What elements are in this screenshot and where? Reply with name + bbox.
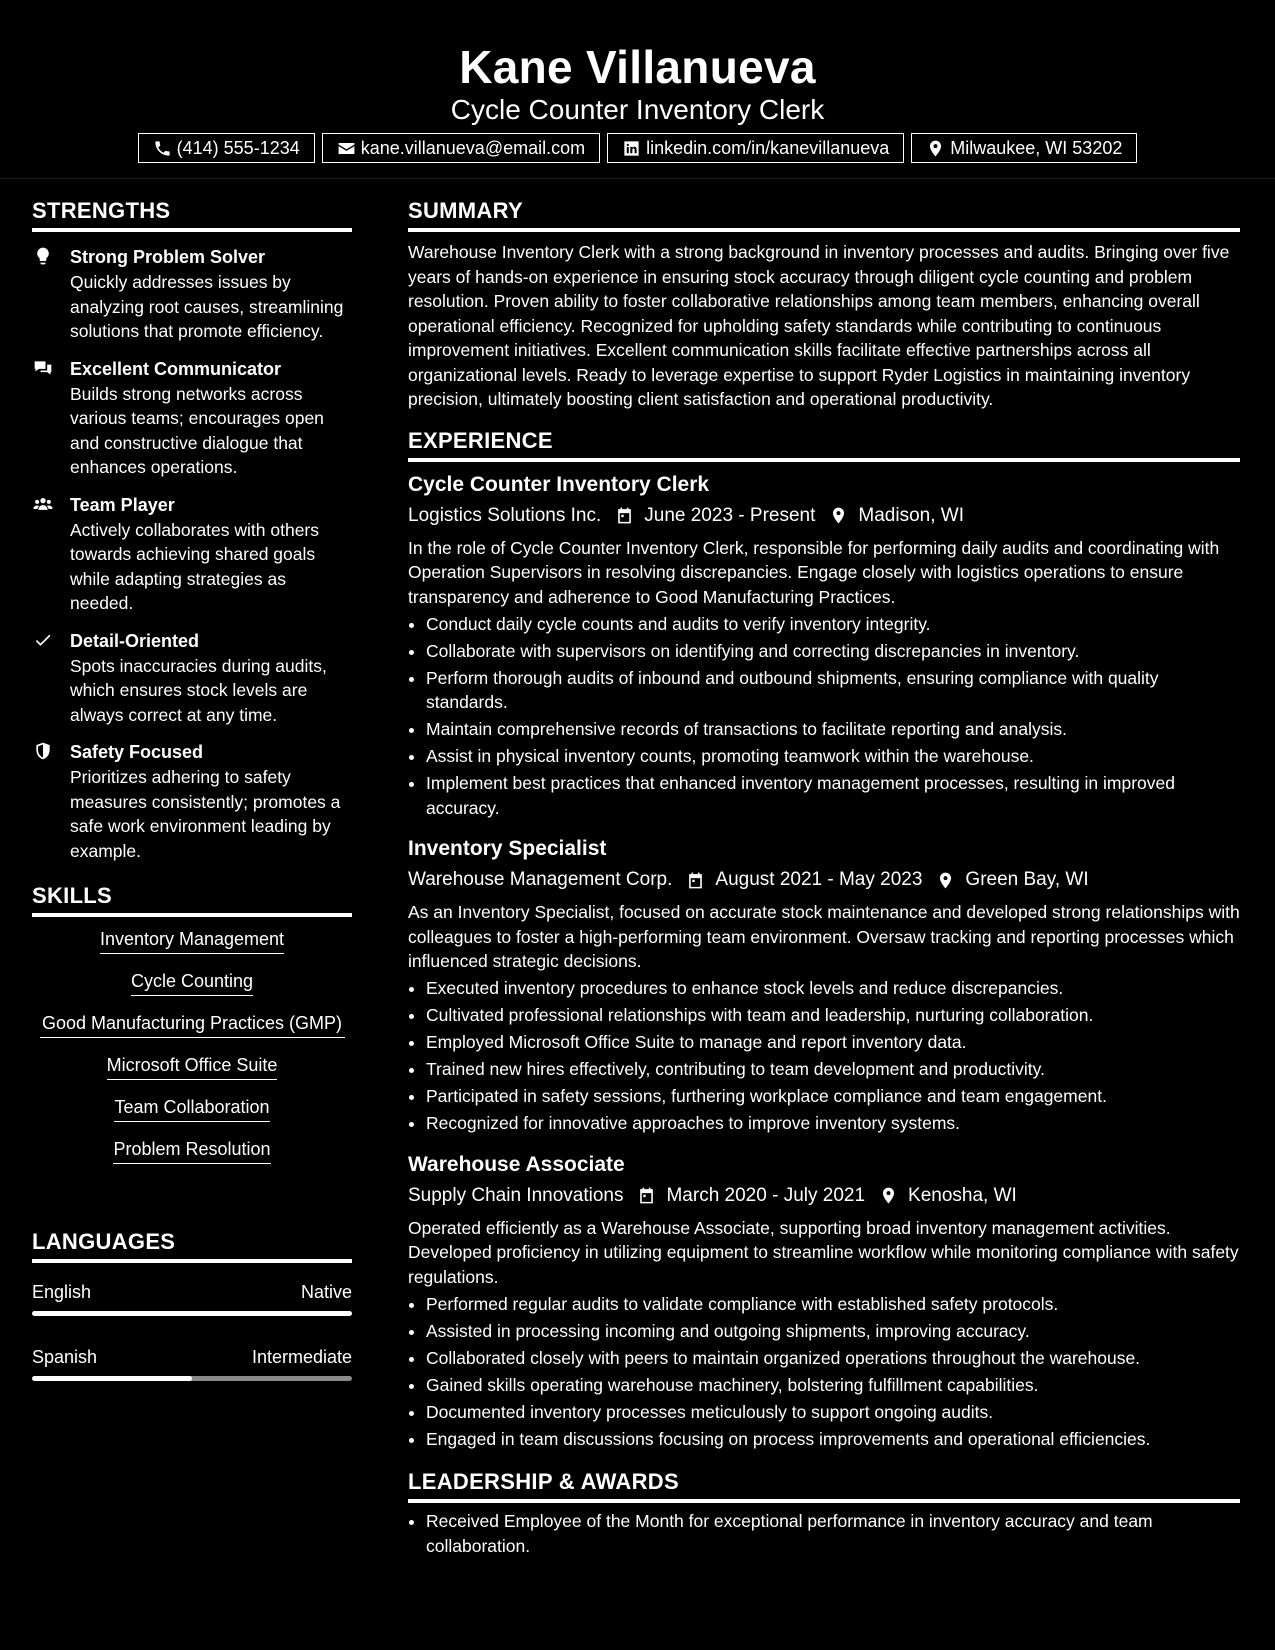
- users-icon: [32, 493, 54, 515]
- strength-item: [32, 628, 352, 728]
- job-bullet: • Performed regular audits to validate compliance with established safety protocols.: [426, 1292, 1240, 1317]
- strength-item: [32, 492, 352, 616]
- left-column: [32, 196, 352, 1381]
- linkedin-icon: [622, 139, 641, 158]
- skill-tag: Problem Resolution: [113, 1137, 270, 1164]
- strength-title: Team Player: [70, 494, 175, 515]
- award-item: • Received Employee of the Month for exceptional performance in inventory accuracy and team collaboration.: [426, 1509, 1240, 1558]
- job-bullets: [408, 1292, 1240, 1452]
- job-bullets: [408, 976, 1240, 1136]
- candidate-name: Kane Villanueva: [459, 41, 816, 93]
- skill-tag: Team Collaboration: [114, 1095, 269, 1122]
- strength-title: Safety Focused: [70, 742, 204, 762]
- job-location: Madison, WI: [858, 504, 964, 526]
- calendar-icon: [637, 1186, 656, 1205]
- map-pin-icon: [829, 506, 848, 525]
- strength-description: Quickly addresses issues by analyzing root causes, streamlining solutions that promote efficiency.: [70, 272, 344, 341]
- experience-section: [408, 426, 1240, 1452]
- job-bullets: [408, 612, 1240, 821]
- job-title: Cycle Counter Inventory Clerk: [408, 472, 710, 496]
- job-bullet: • Recognized for innovative approaches to improve inventory systems.: [426, 1111, 1240, 1136]
- contact-location[interactable]: [911, 133, 1137, 163]
- job-bullet: • Participated in safety sessions, furthering workplace compliance and team engagement.: [426, 1084, 1240, 1109]
- job-meta: [408, 866, 1240, 894]
- strength-description: Builds strong networks across various teams; encourages open and constructive dialogue that enhances operations.: [70, 383, 324, 477]
- languages-section: [32, 1227, 352, 1381]
- job-meta: [408, 502, 1240, 530]
- language-level: Native: [300, 1282, 352, 1302]
- languages-heading: LANGUAGES: [32, 1227, 352, 1263]
- language-proficiency-bar: [32, 1376, 352, 1381]
- job-dates: August 2021 - May 2023: [715, 869, 923, 890]
- job-entry: [408, 470, 1240, 821]
- job-location: Kenosha, WI: [908, 1184, 1017, 1206]
- job-bullet: • Collaborate with supervisors on identifying and correcting discrepancies in inventory.: [426, 639, 1240, 664]
- strength-description: Spots inaccuracies during audits, which ensures stock levels are always correct at any time.: [70, 655, 327, 725]
- skills-section: [32, 881, 352, 1179]
- language-proficiency-fill: [32, 1311, 352, 1316]
- job-bullet: • Trained new hires effectively, contributing to team development and productivity.: [426, 1057, 1240, 1082]
- skill-tag: Cycle Counting: [131, 969, 253, 996]
- strength-title: Excellent Communicator: [70, 358, 282, 379]
- job-location: Green Bay, WI: [965, 869, 1089, 890]
- strength-item: [32, 244, 352, 344]
- contact-email[interactable]: [322, 133, 600, 163]
- job-bullet: • Assisted in processing incoming and outgoing shipments, improving accuracy.: [426, 1319, 1240, 1344]
- language-proficiency-bar: [32, 1311, 352, 1316]
- job-title: Warehouse Associate: [408, 1152, 625, 1176]
- job-bullet: • Documented inventory processes meticulously to support ongoing audits.: [426, 1400, 1240, 1425]
- job-bullet: • Perform thorough audits of inbound and outbound shipments, ensuring compliance with quality standards.: [426, 666, 1240, 715]
- language-item: [32, 1344, 352, 1381]
- job-company: Supply Chain Innovations: [408, 1184, 624, 1206]
- job-bullet: • Engaged in team discussions focusing on process improvements and operational efficiencies.: [426, 1427, 1240, 1452]
- contact-email-text: kane.villanueva@email.com: [360, 137, 586, 158]
- contact-linkedin[interactable]: [607, 133, 904, 163]
- job-dates: June 2023 - Present: [644, 504, 816, 526]
- job-title: Inventory Specialist: [408, 837, 607, 860]
- job-description: As an Inventory Specialist, focused on accurate stock maintenance and developed strong relationships with colleagues to foster a high-performing team environment. Oversaw tracking and reporting processes which influenced strategic decisions.: [408, 902, 1240, 971]
- summary-heading: SUMMARY: [408, 196, 1240, 232]
- strengths-heading: STRENGTHS: [32, 196, 352, 232]
- strengths-list: [32, 244, 352, 863]
- envelope-icon: [337, 139, 356, 158]
- calendar-icon: [686, 871, 705, 890]
- candidate-role: Cycle Counter Inventory Clerk: [450, 94, 825, 125]
- summary-text: Warehouse Inventory Clerk with a strong background in inventory processes and audits. Bringing over five years of hands-on experience in ensuring stock accuracy through diligent cycle counting and problem resolution. Proven ability to foster collaborative relationships among team members, enhancing overall operational efficiency. Recognized for upholding safety standards while contributing to continuous improvement initiatives. Excellent communication skills facilitate effective partnerships across all organizational levels. Ready to leverage expertise to support Ryder Logistics in maintaining inventory precision, ultimately boosting client satisfaction and operational productivity.: [408, 242, 1230, 409]
- language-name: English: [32, 1282, 92, 1302]
- language-item: [32, 1279, 352, 1316]
- contact-bar: [0, 133, 1275, 163]
- job-bullet: • Conduct daily cycle counts and audits to verify inventory integrity.: [426, 612, 1240, 637]
- map-pin-icon: [936, 871, 955, 890]
- awards-section: [408, 1467, 1240, 1558]
- experience-heading: EXPERIENCE: [408, 426, 1240, 462]
- contact-location-text: Milwaukee, WI 53202: [950, 137, 1123, 158]
- lightbulb-icon: [32, 245, 54, 267]
- job-bullet: • Gained skills operating warehouse machinery, bolstering fulfillment capabilities.: [426, 1373, 1240, 1398]
- job-entry: [408, 834, 1240, 1136]
- shield-icon: [32, 740, 54, 762]
- job-bullet: • Maintain comprehensive records of transactions to facilitate reporting and analysis.: [426, 717, 1240, 742]
- awards-list: [408, 1509, 1240, 1558]
- skill-tag: Inventory Management: [100, 927, 284, 954]
- contact-phone-text: (414) 555-1234: [176, 137, 300, 158]
- strength-title: Detail-Oriented: [70, 630, 200, 651]
- resume-header: [0, 0, 1275, 179]
- awards-heading: LEADERSHIP & AWARDS: [408, 1467, 1240, 1503]
- strength-title: Strong Problem Solver: [70, 247, 266, 267]
- strength-description: Actively collaborates with others towards achieving shared goals while adapting strategies as needed.: [70, 519, 319, 613]
- skills-list: [32, 927, 352, 1179]
- job-bullet: • Employed Microsoft Office Suite to manage and report inventory data.: [426, 1030, 1240, 1055]
- strength-description: Prioritizes adhering to safety measures consistently; promotes a safe work environment leading by example.: [70, 767, 341, 861]
- job-company: Logistics Solutions Inc.: [408, 504, 602, 526]
- job-bullet: • Collaborated closely with peers to maintain organized operations throughout the warehouse.: [426, 1346, 1240, 1371]
- checkmark-icon: [32, 629, 54, 651]
- job-bullet: • Assist in physical inventory counts, promoting teamwork within the warehouse.: [426, 744, 1240, 769]
- skill-tag: Microsoft Office Suite: [107, 1053, 278, 1080]
- language-level: Intermediate: [251, 1347, 352, 1367]
- contact-linkedin-text: linkedin.com/in/kanevillanueva: [646, 137, 890, 158]
- language-name: Spanish: [32, 1347, 98, 1367]
- job-description: In the role of Cycle Counter Inventory Clerk, responsible for performing daily audits and coordinating with Operation Supervisors in resolving discrepancies. Engage closely with logistics operations to ensure transparency and adherence to Good Manufacturing Practices.: [408, 537, 1220, 607]
- job-description: Operated efficiently as a Warehouse Associate, supporting broad inventory management activities. Developed proficiency in utilizing equipment to streamline workflow while monitoring compliance with safety regulations.: [408, 1217, 1239, 1287]
- map-pin-icon: [926, 139, 945, 158]
- job-dates: March 2020 - July 2021: [666, 1184, 866, 1206]
- skills-heading: SKILLS: [32, 881, 352, 917]
- job-bullet: • Cultivated professional relationships with team and leadership, nurturing collaboration.: [426, 1003, 1240, 1028]
- map-pin-icon: [879, 1186, 898, 1205]
- right-column: [408, 196, 1240, 1558]
- job-meta: [408, 1182, 1240, 1210]
- chat-bubbles-icon: [32, 357, 54, 379]
- language-proficiency-fill: [32, 1376, 192, 1381]
- job-bullet: • Executed inventory procedures to enhance stock levels and reduce discrepancies.: [426, 976, 1240, 1001]
- contact-phone[interactable]: [138, 133, 315, 163]
- calendar-icon: [615, 506, 634, 525]
- job-entry: [408, 1150, 1240, 1452]
- skill-tag: Good Manufacturing Practices (GMP): [40, 1011, 345, 1038]
- job-company: Warehouse Management Corp.: [408, 869, 673, 890]
- strength-item: [32, 356, 352, 480]
- strength-item: [32, 739, 352, 863]
- phone-icon: [153, 139, 172, 158]
- job-bullet: • Implement best practices that enhanced inventory management processes, resulting in improved accuracy.: [426, 771, 1240, 820]
